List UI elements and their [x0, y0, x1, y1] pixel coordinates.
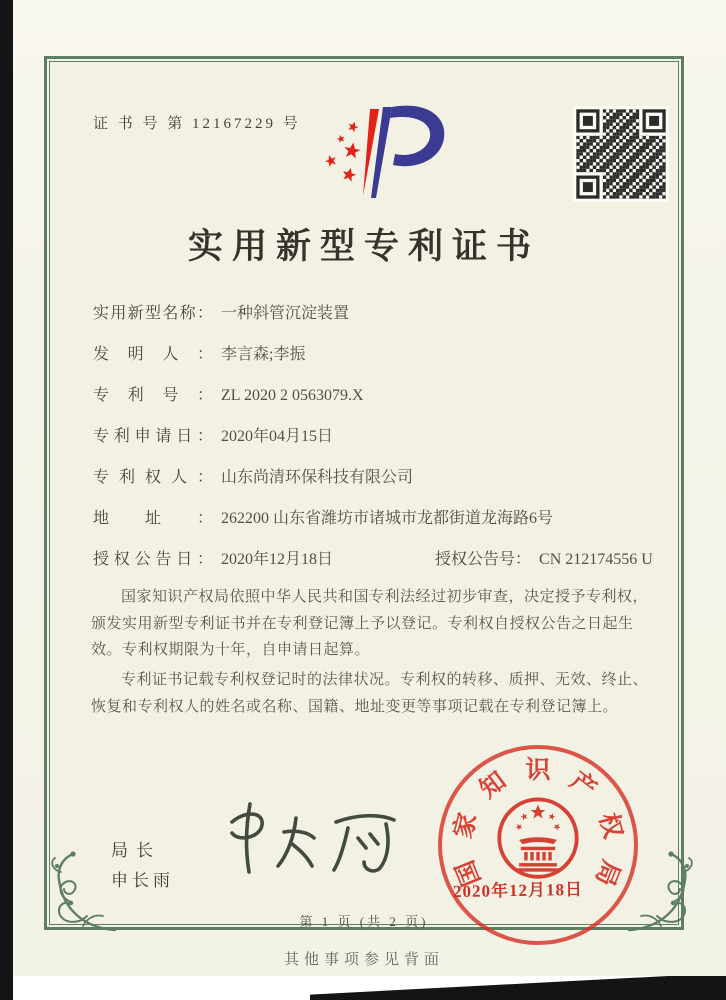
certificate-fields	[93, 300, 659, 587]
field-address	[93, 505, 659, 531]
field-label: 实用新型名称：	[93, 305, 213, 322]
field-utility-model-name	[93, 300, 659, 326]
certificate-paper	[13, 0, 726, 976]
seal-char: 家	[449, 810, 483, 842]
field-value: 一种斜管沉淀装置	[221, 305, 350, 322]
seal-char: 国	[451, 856, 487, 890]
qr-code	[573, 106, 669, 202]
field-value: ZL 2020 2 0563079.X	[221, 387, 364, 404]
field-patent-number	[93, 382, 659, 408]
seal-char: 局	[589, 856, 625, 890]
cnipa-official-seal	[438, 745, 638, 945]
field-value: 2020年12月18日	[221, 551, 334, 568]
field-patentee	[93, 464, 659, 490]
seal-date: 2020年12月18日	[452, 879, 584, 902]
certificate-number: 证 书 号 第 12167229 号	[93, 116, 301, 132]
field-value: CN 212174556 U	[539, 551, 653, 568]
national-emblem-icon	[495, 791, 581, 887]
field-value: 262200 山东省潍坊市诸城市龙都街道龙海路6号	[221, 510, 554, 527]
field-label: 授权公告号：	[435, 551, 532, 568]
director-title: 局长	[111, 841, 161, 860]
scan-edge-left	[0, 0, 13, 1000]
field-value: 山东尚清环保科技有限公司	[221, 469, 414, 486]
field-label: 专利号：	[93, 387, 213, 404]
certificate-title: 实用新型专利证书	[187, 227, 540, 266]
field-label: 授权公告日：	[93, 551, 213, 568]
field-value: 2020年04月15日	[221, 428, 334, 445]
legal-text	[91, 584, 651, 723]
page-number: 第 1 页 (共 2 页)	[299, 914, 429, 929]
director-signature	[208, 792, 418, 887]
legal-paragraph-1: 国家知识产权局依照中华人民共和国专利法经过初步审查，决定授予专利权，颁发实用新型专利证书并在专利登记簿上予以登记。专利权自授权公告之日起生效。专利权期限为十年，自申请日起算。	[91, 589, 649, 659]
field-grant-announcement	[93, 546, 659, 572]
seal-char: 产	[564, 767, 601, 804]
field-label: 专利申请日：	[93, 428, 213, 445]
field-label: 发明人：	[93, 346, 213, 363]
field-inventor	[93, 341, 659, 367]
field-value: 李言森;李振	[221, 346, 306, 363]
seal-char: 知	[475, 767, 512, 804]
floral-corner-ornament-left	[35, 846, 123, 936]
seal-char: 权	[593, 810, 627, 842]
field-label: 专利权人：	[93, 469, 213, 486]
reverse-side-note: 其他事项参见背面	[283, 952, 444, 968]
field-label: 地址：	[93, 510, 213, 527]
field-filing-date	[93, 423, 659, 449]
seal-char: 识	[525, 757, 551, 784]
cnipa-logo-icon	[313, 99, 463, 203]
director-name: 申长雨	[111, 871, 174, 890]
legal-paragraph-2: 专利证书记载专利权登记时的法律状况。专利权的转移、质押、无效、终止、恢复和专利权人的姓名或名称、国籍、地址变更等事项记载在专利登记簿上。	[91, 672, 649, 715]
